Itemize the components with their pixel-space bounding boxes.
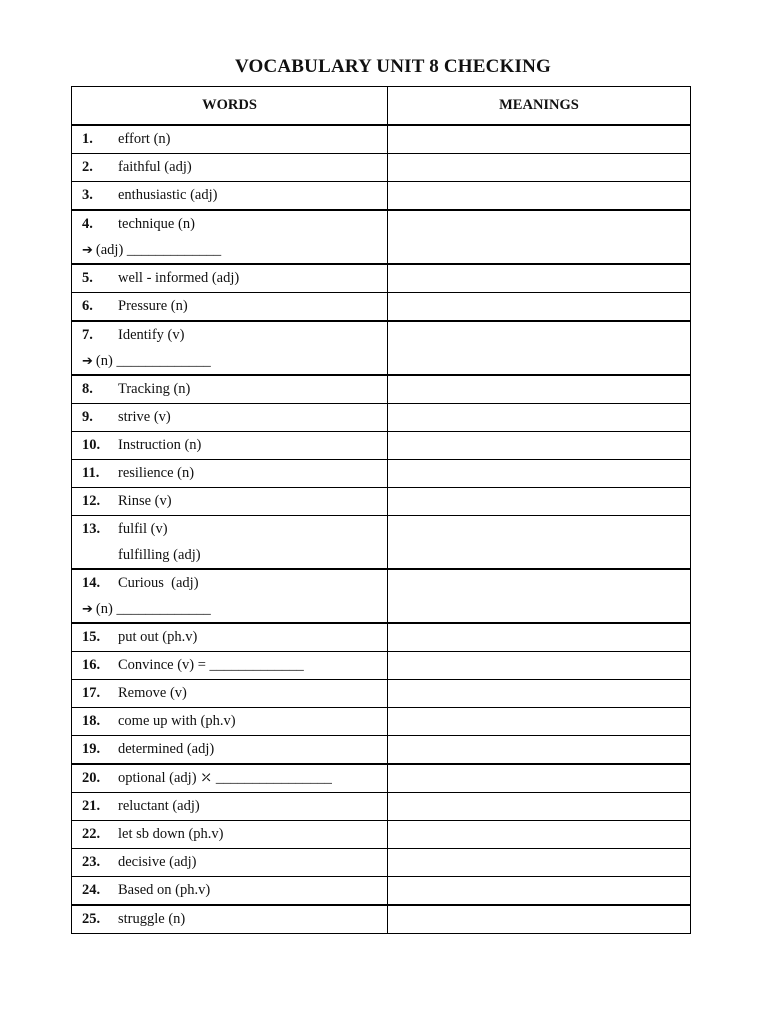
table-row [72,877,691,906]
table-row [72,321,691,375]
item-number: 5. [82,270,93,286]
word-cell [72,293,388,322]
words-header: WORDS [72,87,388,126]
vocabulary-word: strive (v) [118,409,171,425]
table-row [72,182,691,211]
item-number: 12. [82,493,101,509]
derived-form: fulfilling (adj) [118,546,201,563]
item-number: 6. [82,298,93,314]
word-cell [72,793,388,821]
item-number: 21. [82,798,101,814]
table-row [72,569,691,623]
table-row [72,210,691,264]
word-cell [72,404,388,432]
table-row [72,516,691,570]
item-number: 24. [82,882,101,898]
item-number: 4. [82,215,93,232]
meaning-cell[interactable] [388,569,691,623]
vocabulary-word: faithful (adj) [118,159,192,175]
meaning-cell[interactable] [388,154,691,182]
vocabulary-word: decisive (adj) [118,854,197,870]
table-row [72,793,691,821]
table-row [72,264,691,293]
vocabulary-word: Remove (v) [118,685,187,701]
table-row [72,708,691,736]
word-cell [72,488,388,516]
word-cell [72,516,388,570]
vocabulary-word: let sb down (ph.v) [118,826,224,842]
meaning-cell[interactable] [388,821,691,849]
table-row [72,652,691,680]
item-number: 11. [82,465,100,481]
table-row [72,764,691,793]
vocabulary-word: Tracking (n) [118,381,191,397]
word-cell [72,321,388,375]
derived-form-blank: (n) _____________ [95,352,211,369]
vocabulary-word: Convince (v) = _____________ [118,657,304,673]
arrow-right-icon: ➔ [82,601,93,617]
table-row [72,905,691,934]
item-number: 1. [82,131,93,147]
meaning-cell[interactable] [388,488,691,516]
word-cell [72,125,388,154]
item-number: 16. [82,657,101,673]
meaning-cell[interactable] [388,210,691,264]
derived-form-blank: (n) _____________ [95,600,211,617]
word-cell [72,264,388,293]
word-cell [72,849,388,877]
table-row [72,404,691,432]
meaning-cell[interactable] [388,182,691,211]
item-number: 18. [82,713,101,729]
meaning-cell[interactable] [388,623,691,652]
vocabulary-word: enthusiastic (adj) [118,187,218,203]
page-title: VOCABULARY UNIT 8 CHECKING [234,56,552,77]
word-cell [72,680,388,708]
item-number: 10. [82,437,101,453]
meaning-cell[interactable] [388,793,691,821]
meaning-cell[interactable] [388,652,691,680]
word-cell [72,432,388,460]
table-row [72,460,691,488]
table-row [72,821,691,849]
table-row [72,293,691,322]
meaning-cell[interactable] [388,125,691,154]
word-cell [72,764,388,793]
meaning-cell[interactable] [388,404,691,432]
vocabulary-word: come up with (ph.v) [118,713,236,729]
item-number: 3. [82,187,93,203]
vocabulary-word: optional (adj) ⤫ ________________ [118,770,332,786]
item-number: 19. [82,741,101,757]
word-cell [72,182,388,211]
table-row [72,375,691,404]
item-number: 9. [82,409,93,425]
vocabulary-table [71,86,691,934]
item-number: 13. [82,520,101,537]
vocabulary-word: Pressure (n) [118,298,188,314]
vocabulary-word: struggle (n) [118,911,186,927]
vocabulary-word: well - informed (adj) [118,270,240,286]
meaning-cell[interactable] [388,264,691,293]
item-number: 20. [82,770,101,786]
item-number: 23. [82,854,101,870]
word-cell [72,154,388,182]
meaning-cell[interactable] [388,375,691,404]
table-row [72,680,691,708]
vocabulary-word: Based on (ph.v) [118,882,211,898]
word-cell [72,460,388,488]
meaning-cell[interactable] [388,764,691,793]
word-cell [72,375,388,404]
meaning-cell[interactable] [388,432,691,460]
table-row [72,736,691,765]
meanings-header: MEANINGS [388,87,691,126]
vocabulary-word: Rinse (v) [118,493,172,509]
vocabulary-word: Curious (adj) [118,574,199,591]
vocabulary-word: fulfil (v) [118,520,168,537]
meaning-cell[interactable] [388,849,691,877]
derived-form-blank: (adj) _____________ [95,241,222,258]
word-cell [72,652,388,680]
meaning-cell[interactable] [388,293,691,322]
word-cell [72,905,388,934]
arrow-right-icon: ➔ [82,242,93,258]
meaning-cell[interactable] [388,460,691,488]
item-number: 8. [82,381,93,397]
table-row [72,488,691,516]
word-cell [72,877,388,906]
vocabulary-word: determined (adj) [118,741,215,757]
table-row [72,432,691,460]
meaning-cell[interactable] [388,680,691,708]
word-cell [72,569,388,623]
item-number: 22. [82,826,101,842]
vocabulary-word: Identify (v) [118,326,185,343]
word-cell [72,821,388,849]
vocabulary-word: reluctant (adj) [118,798,200,814]
meaning-cell[interactable] [388,736,691,765]
item-number: 7. [82,326,93,343]
table-row [72,125,691,154]
meaning-cell[interactable] [388,516,691,570]
meaning-cell[interactable] [388,708,691,736]
meaning-cell[interactable] [388,321,691,375]
item-number: 14. [82,574,101,591]
item-number: 17. [82,685,101,701]
word-cell [72,623,388,652]
vocabulary-word: put out (ph.v) [118,629,198,645]
word-cell [72,736,388,765]
item-number: 15. [82,629,101,645]
vocabulary-word: Instruction (n) [118,437,202,453]
arrow-right-icon: ➔ [82,353,93,369]
vocabulary-word: technique (n) [118,215,195,232]
word-cell [72,708,388,736]
vocabulary-word: resilience (n) [118,465,195,481]
table-row [72,849,691,877]
meaning-cell[interactable] [388,905,691,934]
word-cell [72,210,388,264]
table-row [72,154,691,182]
item-number: 25. [82,911,101,927]
item-number: 2. [82,159,93,175]
meaning-cell[interactable] [388,877,691,906]
vocabulary-word: effort (n) [118,131,171,147]
table-row [72,623,691,652]
